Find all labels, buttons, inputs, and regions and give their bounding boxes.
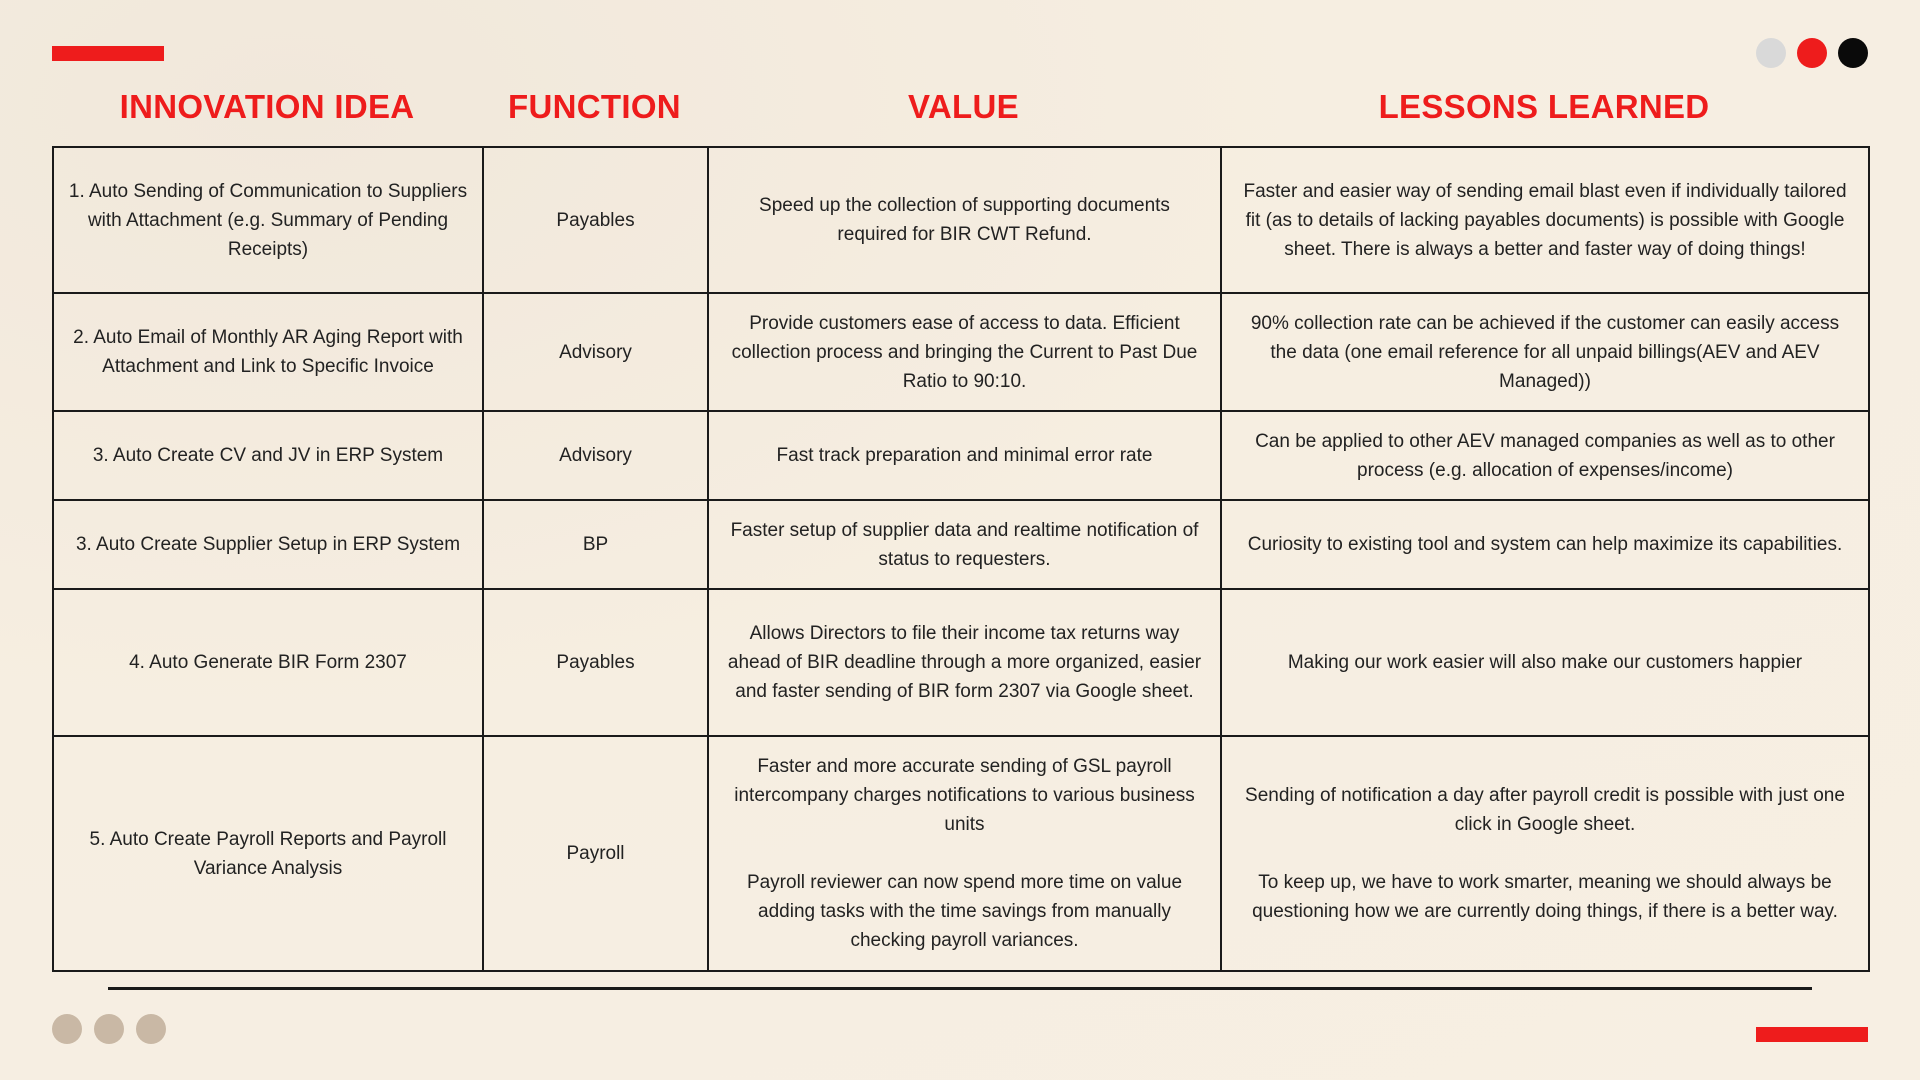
grey-dot <box>1756 38 1786 68</box>
table-row <box>53 736 1869 971</box>
column-headers <box>52 82 1868 132</box>
cell-value: Speed up the collection of supporting documents required for BIR CWT Refund. <box>708 147 1221 293</box>
cell-lesson: 90% collection rate can be achieved if the customer can easily access the data (one email reference for all unpaid billings(AEV and AEV Managed)) <box>1221 293 1869 411</box>
innovation-table <box>52 146 1870 972</box>
red-dot <box>1797 38 1827 68</box>
cell-value: Faster setup of supplier data and realtime notification of status to requesters. <box>708 500 1221 589</box>
cell-lesson: Making our work easier will also make our customers happier <box>1221 589 1869 736</box>
tan-dot <box>136 1014 166 1044</box>
cell-innovation-idea: 5. Auto Create Payroll Reports and Payroll Variance Analysis <box>53 736 483 971</box>
bottom-divider <box>108 987 1812 990</box>
decorative-dots-bottom <box>52 1014 166 1044</box>
cell-value: Provide customers ease of access to data. Efficient collection process and bringing the Current to Past Due Ratio to 90:10. <box>708 293 1221 411</box>
table-row <box>53 411 1869 500</box>
accent-bar-top <box>52 46 164 61</box>
table-row <box>53 500 1869 589</box>
cell-innovation-idea: 3. Auto Create CV and JV in ERP System <box>53 411 483 500</box>
cell-innovation-idea: 3. Auto Create Supplier Setup in ERP System <box>53 500 483 589</box>
table-row <box>53 589 1869 736</box>
cell-lesson: Faster and easier way of sending email blast even if individually tailored fit (as to details of lacking payables documents) is possible with Google sheet. There is always a better and faster way of doing things! <box>1221 147 1869 293</box>
cell-innovation-idea: 2. Auto Email of Monthly AR Aging Report with Attachment and Link to Specific Invoice <box>53 293 483 411</box>
cell-lesson: Can be applied to other AEV managed companies as well as to other process (e.g. allocation of expenses/income) <box>1221 411 1869 500</box>
cell-function: Advisory <box>483 293 708 411</box>
header-function: FUNCTION <box>508 88 681 125</box>
accent-bar-bottom <box>1756 1027 1868 1042</box>
table-row <box>53 147 1869 293</box>
table-row <box>53 293 1869 411</box>
tan-dot <box>94 1014 124 1044</box>
header-value: VALUE <box>908 88 1019 125</box>
cell-function: BP <box>483 500 708 589</box>
cell-value: Faster and more accurate sending of GSL payroll intercompany charges notifications to various business units Payroll reviewer can now spend more time on value adding tasks with the time savings from manually checking payroll variances. <box>708 736 1221 971</box>
cell-function: Advisory <box>483 411 708 500</box>
tan-dot <box>52 1014 82 1044</box>
cell-function: Payroll <box>483 736 708 971</box>
cell-value: Allows Directors to file their income tax returns way ahead of BIR deadline through a more organized, easier and faster sending of BIR form 2307 via Google sheet. <box>708 589 1221 736</box>
cell-function: Payables <box>483 147 708 293</box>
cell-function: Payables <box>483 589 708 736</box>
cell-lesson: Sending of notification a day after payroll credit is possible with just one click in Google sheet. To keep up, we have to work smarter, meaning we should always be questioning how we are currently doing things, if there is a better way. <box>1221 736 1869 971</box>
header-lessons-learned: LESSONS LEARNED <box>1378 88 1710 125</box>
cell-value: Fast track preparation and minimal error rate <box>708 411 1221 500</box>
black-dot <box>1838 38 1868 68</box>
cell-innovation-idea: 1. Auto Sending of Communication to Suppliers with Attachment (e.g. Summary of Pending Receipts) <box>53 147 483 293</box>
decorative-dots-top <box>1756 38 1868 68</box>
cell-lesson: Curiosity to existing tool and system can help maximize its capabilities. <box>1221 500 1869 589</box>
cell-innovation-idea: 4. Auto Generate BIR Form 2307 <box>53 589 483 736</box>
header-innovation-idea: INNOVATION IDEA <box>119 88 415 125</box>
